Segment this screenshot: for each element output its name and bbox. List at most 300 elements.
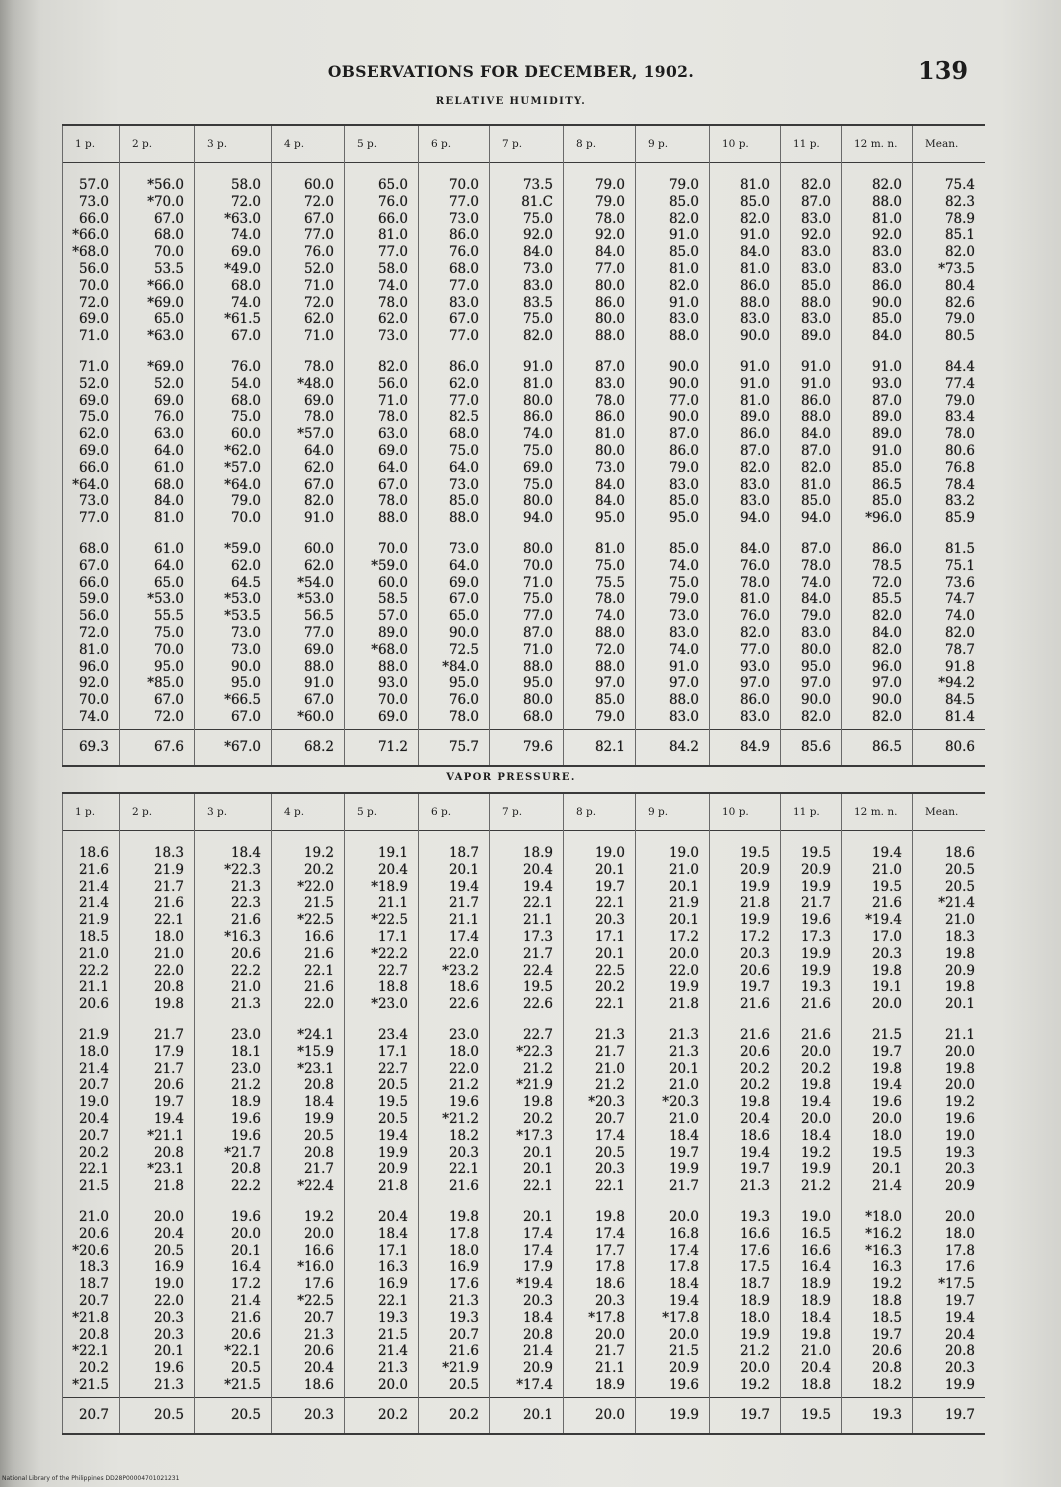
rh-value-cell: 87.0 <box>800 540 831 557</box>
vp-value-cell: 20.7 <box>594 1110 625 1127</box>
rh-value-cell: 77.0 <box>303 227 334 244</box>
rh-value-cell: 96.0 <box>78 658 109 675</box>
rh-value-cell: 85.0 <box>871 493 902 510</box>
vp-value-cell: 16.6 <box>739 1225 770 1242</box>
vp-day-group <box>564 845 635 1013</box>
vp-value-cell: 19.4 <box>668 1292 699 1309</box>
vp-value-cell: 23.4 <box>377 1026 408 1043</box>
vp-day-group <box>781 1027 841 1195</box>
vp-value-cell: *22.3 <box>224 861 261 878</box>
rh-value-cell: 90.0 <box>800 692 831 709</box>
vp-value-cell: *21.8 <box>72 1309 109 1326</box>
rh-day-group <box>345 359 418 527</box>
vp-value-cell: 20.9 <box>668 1360 699 1377</box>
rh-value-cell: 79.0 <box>594 193 625 210</box>
rh-value-cell: 83.0 <box>800 210 831 227</box>
vp-value-cell: 17.2 <box>230 1276 261 1293</box>
rh-value-cell: 82.0 <box>739 624 770 641</box>
rh-value-cell: 91.8 <box>944 658 975 675</box>
rh-value-cell: 68.0 <box>448 260 479 277</box>
rh-value-cell: 95.0 <box>153 658 184 675</box>
vp-day-group <box>913 1027 985 1195</box>
rh-value-cell: 76.0 <box>448 692 479 709</box>
rh-value-cell: 82.0 <box>800 177 831 193</box>
rh-value-cell: 85.0 <box>800 493 831 510</box>
rh-value-cell: 65.0 <box>153 311 184 328</box>
vp-value-cell: *17.3 <box>516 1127 553 1144</box>
rh-day-group <box>564 359 635 527</box>
rh-value-cell: 73.0 <box>377 328 408 345</box>
vp-column-body <box>345 831 418 1397</box>
vp-value-cell: 19.7 <box>871 1043 902 1060</box>
vp-column <box>912 794 985 1433</box>
rh-value-cell: 95.0 <box>800 658 831 675</box>
rh-value-cell: 71.0 <box>303 328 334 345</box>
rh-value-cell: 97.0 <box>594 675 625 692</box>
rh-value-cell: 78.0 <box>594 210 625 227</box>
vp-value-cell: 19.6 <box>871 1094 902 1111</box>
rh-value-cell: 85.1 <box>944 227 975 244</box>
rh-value-cell: 86.0 <box>594 409 625 426</box>
rh-value-cell: 72.0 <box>153 708 184 725</box>
vp-value-cell: *22.2 <box>371 945 408 962</box>
rh-column-body <box>490 163 563 729</box>
rh-value-cell: 64.0 <box>153 442 184 459</box>
vp-value-cell: *17.8 <box>662 1309 699 1326</box>
vp-value-cell: 21.2 <box>522 1060 553 1077</box>
rh-value-cell: 89.0 <box>800 328 831 345</box>
vp-value-cell: 21.6 <box>230 912 261 929</box>
rh-monthly-mean-cell: *67.0 <box>195 729 271 765</box>
rh-value-cell: 84.0 <box>739 244 770 261</box>
rh-value-cell: 75.0 <box>230 409 261 426</box>
rh-value-cell: 74.0 <box>800 574 831 591</box>
vp-value-cell: 20.1 <box>230 1242 261 1259</box>
rh-day-group <box>842 177 912 345</box>
rh-column-body <box>345 163 418 729</box>
rh-value-cell: 91.0 <box>668 658 699 675</box>
vp-value-cell: 18.9 <box>522 845 553 861</box>
vp-value-cell: 21.1 <box>377 895 408 912</box>
vp-value-cell: 17.4 <box>594 1225 625 1242</box>
vp-value-cell: 20.2 <box>594 979 625 996</box>
vp-value-cell: 22.1 <box>594 895 625 912</box>
rh-value-cell: 71.0 <box>78 358 109 375</box>
rh-value-cell: 83.0 <box>739 311 770 328</box>
rh-day-group <box>63 359 119 527</box>
rh-day-group <box>345 541 418 726</box>
vp-day-group <box>710 1209 780 1394</box>
vp-value-cell: 20.7 <box>448 1326 479 1343</box>
vp-value-cell: 19.7 <box>594 878 625 895</box>
rh-value-cell: 84.0 <box>871 624 902 641</box>
rh-value-cell: 76.0 <box>303 244 334 261</box>
vp-value-cell: 19.5 <box>377 1094 408 1111</box>
rh-value-cell: 89.0 <box>377 624 408 641</box>
rh-column-header: 12 m. n. <box>842 126 912 163</box>
vp-value-cell: 21.9 <box>78 1026 109 1043</box>
rh-column <box>563 126 635 765</box>
vp-value-cell: 21.7 <box>153 1060 184 1077</box>
vp-value-cell: 20.1 <box>944 996 975 1013</box>
vp-value-cell: 22.6 <box>448 996 479 1013</box>
vp-value-cell: 20.2 <box>303 861 334 878</box>
vp-day-group <box>345 845 418 1013</box>
vp-column <box>563 794 635 1433</box>
rh-day-group <box>781 177 841 345</box>
rh-day-group <box>710 177 780 345</box>
rh-value-cell: 78.0 <box>303 409 334 426</box>
vp-value-cell: 20.0 <box>944 1208 975 1225</box>
rh-value-cell: 65.0 <box>153 574 184 591</box>
vp-column-header: 11 p. <box>781 794 841 831</box>
vp-value-cell: *22.5 <box>297 912 334 929</box>
relative-humidity-table <box>62 124 985 767</box>
rh-value-cell: 78.0 <box>944 426 975 443</box>
vp-value-cell: 20.0 <box>668 1208 699 1225</box>
rh-value-cell: 75.0 <box>668 574 699 591</box>
rh-column-body <box>564 163 635 729</box>
rh-value-cell: 72.0 <box>230 193 261 210</box>
vp-value-cell: 20.9 <box>377 1161 408 1178</box>
vp-value-cell: 23.0 <box>448 1026 479 1043</box>
rh-value-cell: 83.0 <box>668 311 699 328</box>
rh-value-cell: 67.0 <box>377 476 408 493</box>
vp-value-cell: 19.9 <box>800 945 831 962</box>
rh-value-cell: 90.0 <box>739 328 770 345</box>
rh-value-cell: 71.0 <box>78 328 109 345</box>
rh-value-cell: 81.5 <box>944 540 975 557</box>
vp-value-cell: 18.2 <box>448 1127 479 1144</box>
rh-value-cell: 79.0 <box>230 493 261 510</box>
rh-value-cell: 82.0 <box>668 277 699 294</box>
vp-value-cell: 19.6 <box>230 1110 261 1127</box>
vp-value-cell: 18.4 <box>800 1309 831 1326</box>
vp-value-cell: 20.5 <box>153 1242 184 1259</box>
vp-value-cell: 17.2 <box>668 928 699 945</box>
rh-value-cell: 54.0 <box>230 375 261 392</box>
rh-value-cell: 89.0 <box>739 409 770 426</box>
rh-value-cell: 60.0 <box>303 177 334 193</box>
vp-value-cell: *19.4 <box>865 912 902 929</box>
rh-value-cell: 88.0 <box>871 193 902 210</box>
vp-value-cell: 20.5 <box>303 1127 334 1144</box>
rh-value-cell: 62.0 <box>303 557 334 574</box>
rh-value-cell: 67.0 <box>303 210 334 227</box>
rh-value-cell: 77.0 <box>78 510 109 527</box>
rh-value-cell: 74.7 <box>944 591 975 608</box>
rh-value-cell: 85.0 <box>668 244 699 261</box>
vp-value-cell: 17.0 <box>871 928 902 945</box>
rh-value-cell: 78.0 <box>448 708 479 725</box>
vp-column-body <box>564 831 635 1397</box>
vp-value-cell: 20.7 <box>303 1309 334 1326</box>
vp-value-cell: 20.0 <box>871 1110 902 1127</box>
vp-value-cell: 19.3 <box>800 979 831 996</box>
rh-day-group <box>195 541 271 726</box>
vp-value-cell: 21.0 <box>230 979 261 996</box>
vp-column <box>489 794 563 1433</box>
vp-value-cell: 19.2 <box>871 1276 902 1293</box>
rh-value-cell: 82.0 <box>522 328 553 345</box>
vp-value-cell: 17.4 <box>522 1242 553 1259</box>
rh-monthly-mean-cell: 69.3 <box>63 729 119 765</box>
rh-day-group <box>842 541 912 726</box>
vp-value-cell: 20.4 <box>800 1360 831 1377</box>
vp-value-cell: 16.8 <box>668 1225 699 1242</box>
vp-value-cell: 21.7 <box>153 878 184 895</box>
rh-value-cell: *61.5 <box>224 311 261 328</box>
rh-value-cell: *59.0 <box>224 540 261 557</box>
vp-value-cell: 18.6 <box>303 1376 334 1393</box>
rh-value-cell: 62.0 <box>303 311 334 328</box>
rh-value-cell: 83.0 <box>871 260 902 277</box>
vp-value-cell: 21.0 <box>871 861 902 878</box>
rh-value-cell: 87.0 <box>594 358 625 375</box>
rh-monthly-mean-cell: 80.6 <box>913 729 985 765</box>
vp-value-cell: *20.3 <box>662 1094 699 1111</box>
rh-value-cell: 72.0 <box>303 193 334 210</box>
vp-column <box>418 794 489 1433</box>
vp-value-cell: 20.4 <box>377 1208 408 1225</box>
rh-value-cell: *53.0 <box>224 591 261 608</box>
rh-value-cell: 62.0 <box>303 459 334 476</box>
vp-value-cell: 19.9 <box>377 1144 408 1161</box>
rh-value-cell: 74.0 <box>230 227 261 244</box>
rh-value-cell: 74.0 <box>230 294 261 311</box>
vp-value-cell: 16.6 <box>800 1242 831 1259</box>
vp-value-cell: 21.7 <box>522 945 553 962</box>
rh-value-cell: 85.0 <box>668 540 699 557</box>
rh-value-cell: 82.5 <box>448 409 479 426</box>
vp-value-cell: 19.6 <box>800 912 831 929</box>
rh-value-cell: 75.0 <box>522 210 553 227</box>
vp-value-cell: 21.4 <box>871 1178 902 1195</box>
rh-value-cell: 93.0 <box>739 658 770 675</box>
rh-value-cell: 69.0 <box>303 641 334 658</box>
vp-column-body <box>120 831 194 1397</box>
vp-value-cell: 17.9 <box>153 1043 184 1060</box>
rh-value-cell: 86.0 <box>668 442 699 459</box>
rh-value-cell: 75.0 <box>153 624 184 641</box>
vp-value-cell: 18.1 <box>230 1043 261 1060</box>
vp-value-cell: 18.0 <box>153 928 184 945</box>
rh-value-cell: 95.0 <box>448 675 479 692</box>
rh-value-cell: 68.0 <box>448 426 479 443</box>
vp-value-cell: *16.3 <box>224 928 261 945</box>
vp-value-cell: 20.1 <box>448 861 479 878</box>
rh-day-group <box>490 541 563 726</box>
vp-value-cell: 18.8 <box>377 979 408 996</box>
vp-value-cell: 18.0 <box>739 1309 770 1326</box>
vp-value-cell: 19.1 <box>871 979 902 996</box>
rh-value-cell: 70.0 <box>153 244 184 261</box>
rh-column-header: 9 p. <box>636 126 709 163</box>
vp-value-cell: 17.4 <box>594 1127 625 1144</box>
rh-value-cell: 78.4 <box>944 476 975 493</box>
vp-day-group <box>842 1209 912 1394</box>
rh-value-cell: 56.0 <box>78 260 109 277</box>
rh-value-cell: 69.0 <box>230 244 261 261</box>
rh-column-header: 11 p. <box>781 126 841 163</box>
vp-value-cell: 21.6 <box>303 945 334 962</box>
rh-value-cell: 88.0 <box>377 510 408 527</box>
vp-value-cell: 18.4 <box>303 1094 334 1111</box>
rh-value-cell: 84.0 <box>594 476 625 493</box>
vp-value-cell: 19.6 <box>944 1110 975 1127</box>
rh-value-cell: 69.0 <box>377 708 408 725</box>
vp-value-cell: 18.8 <box>871 1292 902 1309</box>
vp-value-cell: 18.4 <box>522 1309 553 1326</box>
vp-value-cell: *23.2 <box>442 962 479 979</box>
rh-value-cell: 77.0 <box>448 193 479 210</box>
vp-day-group <box>710 1027 780 1195</box>
vp-value-cell: 19.9 <box>739 878 770 895</box>
rh-column-header: 1 p. <box>63 126 119 163</box>
vp-column <box>119 794 194 1433</box>
vp-value-cell: 18.0 <box>78 1043 109 1060</box>
vp-value-cell: 20.3 <box>594 1161 625 1178</box>
vp-value-cell: 21.7 <box>153 1026 184 1043</box>
rh-value-cell: 92.0 <box>78 675 109 692</box>
vp-value-cell: 20.0 <box>800 1110 831 1127</box>
vp-value-cell: 21.5 <box>668 1343 699 1360</box>
rh-column-body <box>419 163 489 729</box>
vp-value-cell: 19.8 <box>871 962 902 979</box>
vp-value-cell: *23.0 <box>371 996 408 1013</box>
vp-column-body <box>842 831 912 1397</box>
rh-value-cell: *63.0 <box>224 210 261 227</box>
vp-monthly-mean-cell: 19.7 <box>913 1397 985 1433</box>
rh-value-cell: 68.0 <box>153 227 184 244</box>
rh-value-cell: 75.5 <box>594 574 625 591</box>
vp-value-cell: *20.6 <box>72 1242 109 1259</box>
vp-value-cell: 21.4 <box>78 895 109 912</box>
rh-value-cell: 68.0 <box>78 540 109 557</box>
vp-value-cell: 19.5 <box>871 878 902 895</box>
rh-column-body <box>120 163 194 729</box>
rh-value-cell: 81.0 <box>739 392 770 409</box>
rh-value-cell: 57.0 <box>377 608 408 625</box>
vp-value-cell: 21.3 <box>230 878 261 895</box>
rh-value-cell: 78.0 <box>739 574 770 591</box>
vp-value-cell: 19.8 <box>800 1326 831 1343</box>
vp-value-cell: *16.0 <box>297 1259 334 1276</box>
vp-column-body <box>419 831 489 1397</box>
vp-value-cell: 17.4 <box>522 1225 553 1242</box>
vp-value-cell: 20.6 <box>78 996 109 1013</box>
vp-value-cell: 21.2 <box>800 1178 831 1195</box>
rh-value-cell: 93.0 <box>377 675 408 692</box>
vp-value-cell: 21.6 <box>800 1026 831 1043</box>
rh-column <box>709 126 780 765</box>
vp-value-cell: 21.4 <box>522 1343 553 1360</box>
rh-value-cell: 69.0 <box>78 442 109 459</box>
vp-value-cell: 20.7 <box>78 1127 109 1144</box>
rh-value-cell: 91.0 <box>668 227 699 244</box>
rh-day-group <box>272 541 344 726</box>
vp-day-group <box>345 1209 418 1394</box>
rh-column-header: 8 p. <box>564 126 635 163</box>
vp-value-cell: 19.9 <box>739 912 770 929</box>
vp-value-cell: 19.0 <box>594 845 625 861</box>
rh-value-cell: 73.0 <box>448 540 479 557</box>
rh-value-cell: *70.0 <box>147 193 184 210</box>
rh-value-cell: 63.0 <box>377 426 408 443</box>
rh-day-group <box>345 177 418 345</box>
rh-value-cell: 72.0 <box>78 294 109 311</box>
rh-value-cell: 81.0 <box>377 227 408 244</box>
vapor-pressure-heading: VAPOR PRESSURE. <box>446 772 576 783</box>
rh-value-cell: 97.0 <box>668 675 699 692</box>
vp-value-cell: 21.6 <box>448 1178 479 1195</box>
rh-value-cell: 83.0 <box>800 624 831 641</box>
rh-value-cell: 78.0 <box>377 409 408 426</box>
vp-value-cell: 19.8 <box>522 1094 553 1111</box>
vp-value-cell: 18.3 <box>944 928 975 945</box>
rh-value-cell: 71.0 <box>522 574 553 591</box>
vp-value-cell: *21.7 <box>224 1144 261 1161</box>
vp-value-cell: 19.2 <box>800 1144 831 1161</box>
rh-column-header: 7 p. <box>490 126 563 163</box>
rh-value-cell: 77.0 <box>739 641 770 658</box>
rh-value-cell: 83.0 <box>668 708 699 725</box>
rh-value-cell: 84.0 <box>522 244 553 261</box>
rh-value-cell: 90.0 <box>871 692 902 709</box>
rh-value-cell: 79.0 <box>668 459 699 476</box>
vp-day-group <box>419 1027 489 1195</box>
vp-value-cell: *22.0 <box>297 878 334 895</box>
vp-value-cell: 19.9 <box>944 1376 975 1393</box>
rh-value-cell: 68.0 <box>153 476 184 493</box>
vp-value-cell: *23.1 <box>147 1161 184 1178</box>
vp-column-header: 12 m. n. <box>842 794 912 831</box>
rh-value-cell: 80.0 <box>522 540 553 557</box>
vp-monthly-mean-cell: 20.3 <box>272 1397 344 1433</box>
vp-value-cell: 17.4 <box>668 1242 699 1259</box>
vp-column-body <box>490 831 563 1397</box>
vp-value-cell: *22.5 <box>297 1292 334 1309</box>
rh-value-cell: 66.0 <box>78 459 109 476</box>
vp-value-cell: 21.9 <box>78 912 109 929</box>
rh-value-cell: 67.0 <box>448 311 479 328</box>
vp-value-cell: *21.4 <box>938 895 975 912</box>
vp-column-body <box>195 831 271 1397</box>
vp-day-group <box>564 1027 635 1195</box>
rh-day-group <box>419 359 489 527</box>
rh-value-cell: 61.0 <box>153 459 184 476</box>
rh-value-cell: 59.0 <box>78 591 109 608</box>
rh-value-cell: 70.0 <box>448 177 479 193</box>
rh-value-cell: 77.0 <box>448 277 479 294</box>
rh-value-cell: 76.0 <box>230 358 261 375</box>
vp-value-cell: 19.9 <box>668 979 699 996</box>
rh-value-cell: 82.0 <box>668 210 699 227</box>
rh-value-cell: 78.0 <box>594 392 625 409</box>
vp-value-cell: 21.5 <box>377 1326 408 1343</box>
rh-value-cell: 80.0 <box>594 311 625 328</box>
vp-value-cell: 18.7 <box>448 845 479 861</box>
vp-value-cell: 21.2 <box>448 1077 479 1094</box>
rh-value-cell: 85.0 <box>594 692 625 709</box>
rh-monthly-mean-cell: 86.5 <box>842 729 912 765</box>
rh-value-cell: 74.0 <box>522 426 553 443</box>
vp-value-cell: *22.3 <box>516 1043 553 1060</box>
vp-value-cell: 21.6 <box>230 1309 261 1326</box>
rh-value-cell: 91.0 <box>303 510 334 527</box>
vp-value-cell: 18.6 <box>448 979 479 996</box>
vp-column-header: 8 p. <box>564 794 635 831</box>
